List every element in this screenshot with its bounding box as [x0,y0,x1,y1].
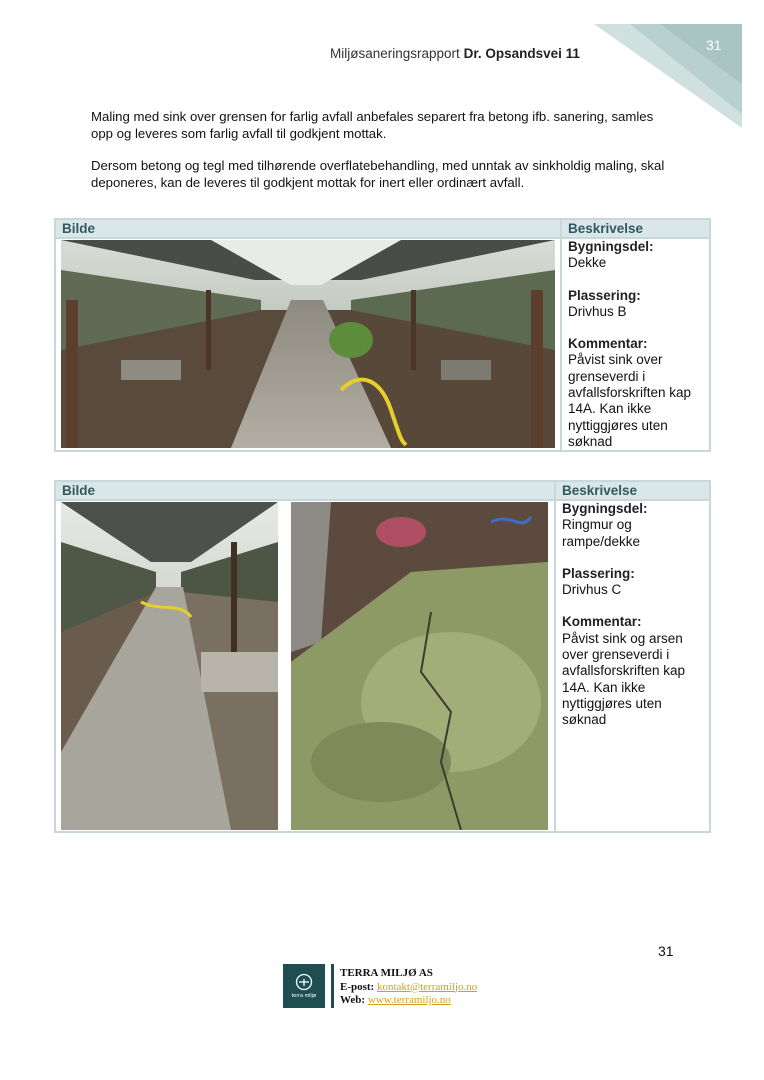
footer-divider [331,964,334,1008]
web-link[interactable]: www.terramiljo.no [367,994,451,1006]
table-header-image: Bilde [55,481,555,500]
comment-value: Påvist sink over grenseverdi i avfallsforskriften kap 14A. Kan ikke nyttiggjøres uten søknad [568,352,692,449]
building-part-label: Bygningsdel: [562,501,648,516]
description-cell [561,238,710,451]
email-label: E-post: [340,980,375,993]
logo-text: terra miljø [291,993,317,999]
location-value: Drivhus C [562,582,622,598]
report-title [330,46,580,61]
photo-table-drivhus-b [54,218,711,452]
company-name: TERRA MILJØ AS [340,967,433,979]
location-label: Plassering: [562,565,635,581]
email-link[interactable]: kontakt@terramiljo.no [376,980,478,993]
report-title-address: Dr. Opsandsvei 11 [463,46,580,61]
paragraph-zinc-paint: Maling med sink over grensen for farlig avfall anbefales separert fra betong ifb. sanering, samles opp og leveres som farlig avfall til godkjent mottak. [91,109,654,141]
paragraph-concrete-disposal: Dersom betong og tegl med tilhørende overflatebehandling, med unntak av sinkholdig maling, skal deponeres, kan de leveres til godkjent mottak for inert eller ordinært avfall. [91,158,665,190]
greenhouse-walkway-photo [61,502,278,830]
report-title-prefix: Miljøsaneringsrapport [330,46,460,61]
building-part-value: Dekke [568,255,607,271]
description-cell [555,500,710,832]
footer-contact [340,964,477,1008]
web-label: Web: [340,994,366,1006]
location-label: Plassering: [568,287,641,303]
photo-table-drivhus-c [54,480,711,833]
terra-miljo-logo [283,964,325,1008]
building-part-label: Bygningsdel: [568,239,654,254]
corner-page-number: 31 [706,37,722,53]
location-value: Drivhus B [568,303,627,319]
image-cell [55,238,561,451]
company-footer [283,964,477,1008]
comment-label: Kommentar: [562,614,642,630]
comment-label: Kommentar: [568,336,648,352]
moss-wall-closeup-photo [291,502,548,830]
table-header-image: Bilde [55,219,561,238]
greenhouse-photo [61,240,555,448]
table-header-description: Beskrivelse [561,219,710,238]
page-number: 31 [658,943,674,959]
image-cell [55,500,555,832]
comment-value: Påvist sink og arsen over grenseverdi i avfallsforskriften kap 14A. Kan ikke nyttiggjøres uten søknad [562,630,686,728]
building-part-value: Ringmur og rampe/dekke [562,517,641,549]
logo-emblem-icon [295,973,313,991]
table-header-description: Beskrivelse [555,481,710,500]
